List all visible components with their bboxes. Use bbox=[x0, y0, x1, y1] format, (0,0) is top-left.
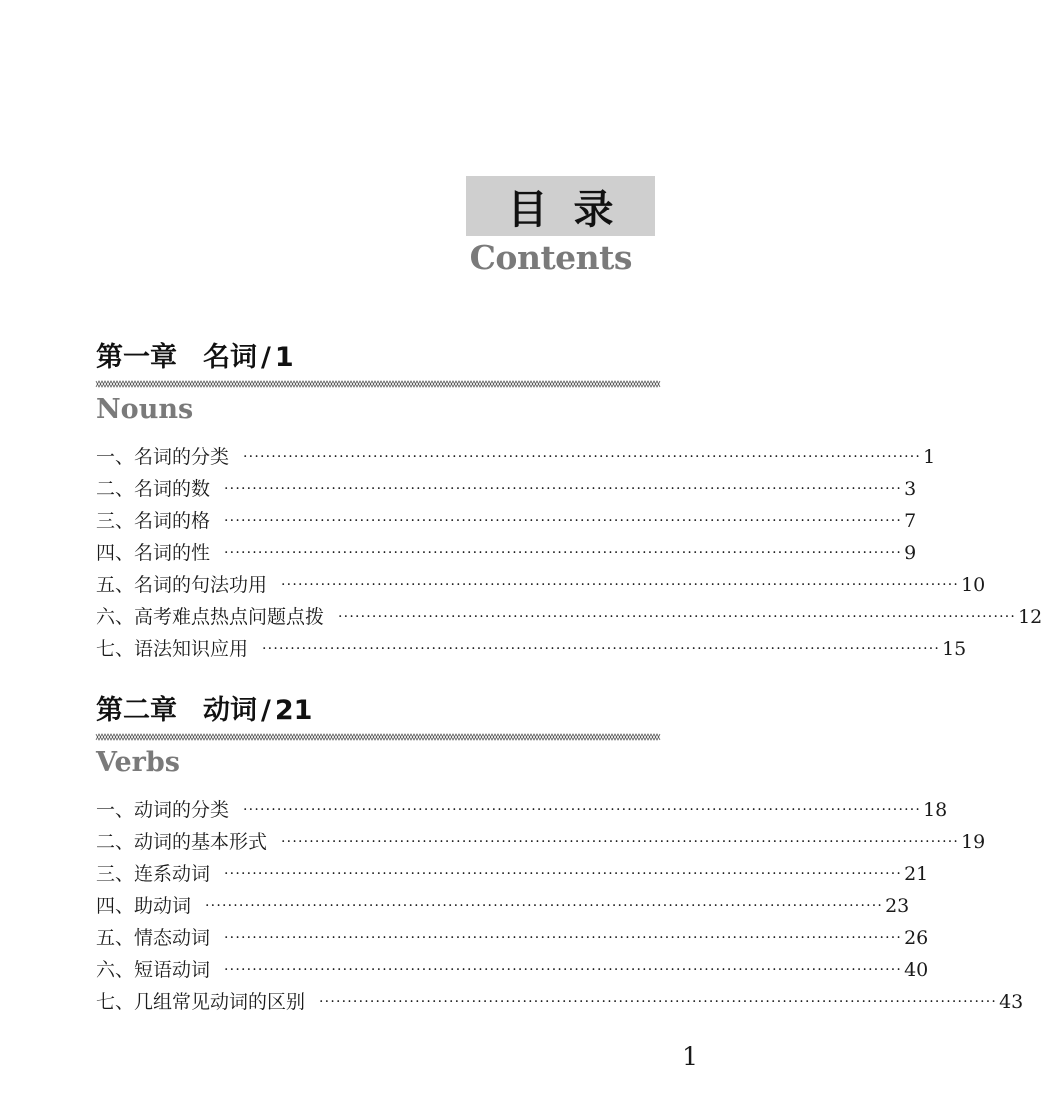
entry-page: 12 bbox=[1018, 606, 1042, 628]
page-title-english: Contents bbox=[469, 238, 632, 277]
chapter-separator: / bbox=[261, 342, 271, 373]
entry-number: 五、 bbox=[96, 927, 135, 949]
chapter-label: 第二章 bbox=[96, 695, 177, 726]
entry-label: 名词的格 bbox=[134, 510, 211, 532]
entry-label: 高考难点热点问题点拨 bbox=[134, 606, 325, 628]
entry-number: 二、 bbox=[96, 831, 135, 853]
entry-number: 四、 bbox=[96, 542, 135, 564]
zigzag-divider bbox=[96, 378, 656, 390]
entry-page: 18 bbox=[923, 799, 948, 821]
chapter-name: 名词 bbox=[203, 342, 257, 373]
leader-dots: ························································································································ bbox=[243, 449, 922, 465]
entry-page: 10 bbox=[961, 574, 986, 596]
leader-dots: ························································································································ bbox=[224, 513, 903, 529]
entry-label: 名词的句法功用 bbox=[134, 574, 268, 596]
page-number: 1 bbox=[682, 1042, 698, 1071]
leader-dots: ························································································································ bbox=[243, 802, 922, 818]
entry-number: 一、 bbox=[96, 799, 135, 821]
leader-dots: ························································································································ bbox=[281, 834, 960, 850]
entry-label: 名词的分类 bbox=[134, 446, 230, 468]
chapter-section bbox=[96, 693, 1024, 1019]
leader-dots: ························································································································ bbox=[224, 545, 903, 561]
chapter-separator: / bbox=[261, 695, 271, 726]
chapter-name: 动词 bbox=[203, 695, 257, 726]
entry-label: 动词的分类 bbox=[134, 799, 230, 821]
leader-dots: ························································································································ bbox=[224, 866, 903, 882]
entry-number: 一、 bbox=[96, 446, 135, 468]
entry-page: 40 bbox=[904, 959, 929, 981]
entry-label: 短语动词 bbox=[134, 959, 211, 981]
toc-entry[interactable] bbox=[96, 891, 910, 923]
entry-number: 六、 bbox=[96, 959, 135, 981]
chapter-heading[interactable] bbox=[96, 340, 656, 376]
entry-label: 几组常见动词的区别 bbox=[134, 991, 306, 1013]
entry-page: 15 bbox=[942, 638, 967, 660]
zigzag-divider bbox=[96, 731, 656, 743]
toc-entry[interactable] bbox=[96, 827, 986, 859]
toc-entry[interactable] bbox=[96, 538, 917, 570]
toc-entry[interactable] bbox=[96, 474, 917, 506]
entry-label: 情态动词 bbox=[134, 927, 211, 949]
entry-number: 二、 bbox=[96, 478, 135, 500]
toc-entries bbox=[96, 442, 1042, 666]
entry-page: 26 bbox=[904, 927, 929, 949]
entry-number: 五、 bbox=[96, 574, 135, 596]
title-box bbox=[466, 176, 655, 236]
entry-page: 43 bbox=[999, 991, 1024, 1013]
chapter-label: 第一章 bbox=[96, 342, 177, 373]
entry-page: 19 bbox=[961, 831, 986, 853]
leader-dots: ························································································································ bbox=[262, 641, 941, 657]
chapter-english-title: Verbs bbox=[96, 747, 180, 778]
entry-page: 23 bbox=[885, 895, 910, 917]
entry-page: 21 bbox=[904, 863, 929, 885]
chapter-english-title: Nouns bbox=[96, 394, 194, 425]
leader-dots: ························································································································ bbox=[319, 994, 998, 1010]
entry-number: 四、 bbox=[96, 895, 135, 917]
entry-label: 动词的基本形式 bbox=[134, 831, 268, 853]
entry-page: 1 bbox=[923, 446, 936, 468]
entry-page: 3 bbox=[904, 478, 917, 500]
leader-dots: ························································································································ bbox=[224, 962, 903, 978]
toc-entry[interactable] bbox=[96, 923, 929, 955]
entry-page: 9 bbox=[904, 542, 917, 564]
entry-label: 语法知识应用 bbox=[134, 638, 249, 660]
entry-label: 助动词 bbox=[134, 895, 192, 917]
entry-label: 连系动词 bbox=[134, 863, 211, 885]
leader-dots: ························································································································ bbox=[224, 481, 903, 497]
toc-entry[interactable] bbox=[96, 602, 1042, 634]
page-title: 目录 bbox=[507, 186, 640, 233]
toc-entry[interactable] bbox=[96, 570, 986, 602]
entry-label: 名词的性 bbox=[134, 542, 211, 564]
toc-entry[interactable] bbox=[96, 634, 967, 666]
entry-page: 7 bbox=[904, 510, 917, 532]
chapter-section bbox=[96, 340, 1042, 666]
leader-dots: ························································································································ bbox=[281, 577, 960, 593]
toc-entry[interactable] bbox=[96, 506, 917, 538]
chapter-page: 1 bbox=[274, 342, 294, 373]
toc-entry[interactable] bbox=[96, 442, 936, 474]
entry-number: 六、 bbox=[96, 606, 135, 628]
leader-dots: ························································································································ bbox=[205, 898, 884, 914]
chapter-page: 21 bbox=[274, 695, 313, 726]
toc-entry[interactable] bbox=[96, 795, 948, 827]
chapter-heading[interactable] bbox=[96, 693, 656, 729]
entry-number: 三、 bbox=[96, 863, 135, 885]
leader-dots: ························································································································ bbox=[338, 609, 1017, 625]
toc-entry[interactable] bbox=[96, 859, 929, 891]
toc-entry[interactable] bbox=[96, 955, 929, 987]
entry-number: 七、 bbox=[96, 991, 135, 1013]
entry-number: 三、 bbox=[96, 510, 135, 532]
leader-dots: ························································································································ bbox=[224, 930, 903, 946]
entry-number: 七、 bbox=[96, 638, 135, 660]
toc-entries bbox=[96, 795, 1024, 1019]
toc-entry[interactable] bbox=[96, 987, 1024, 1019]
entry-label: 名词的数 bbox=[134, 478, 211, 500]
